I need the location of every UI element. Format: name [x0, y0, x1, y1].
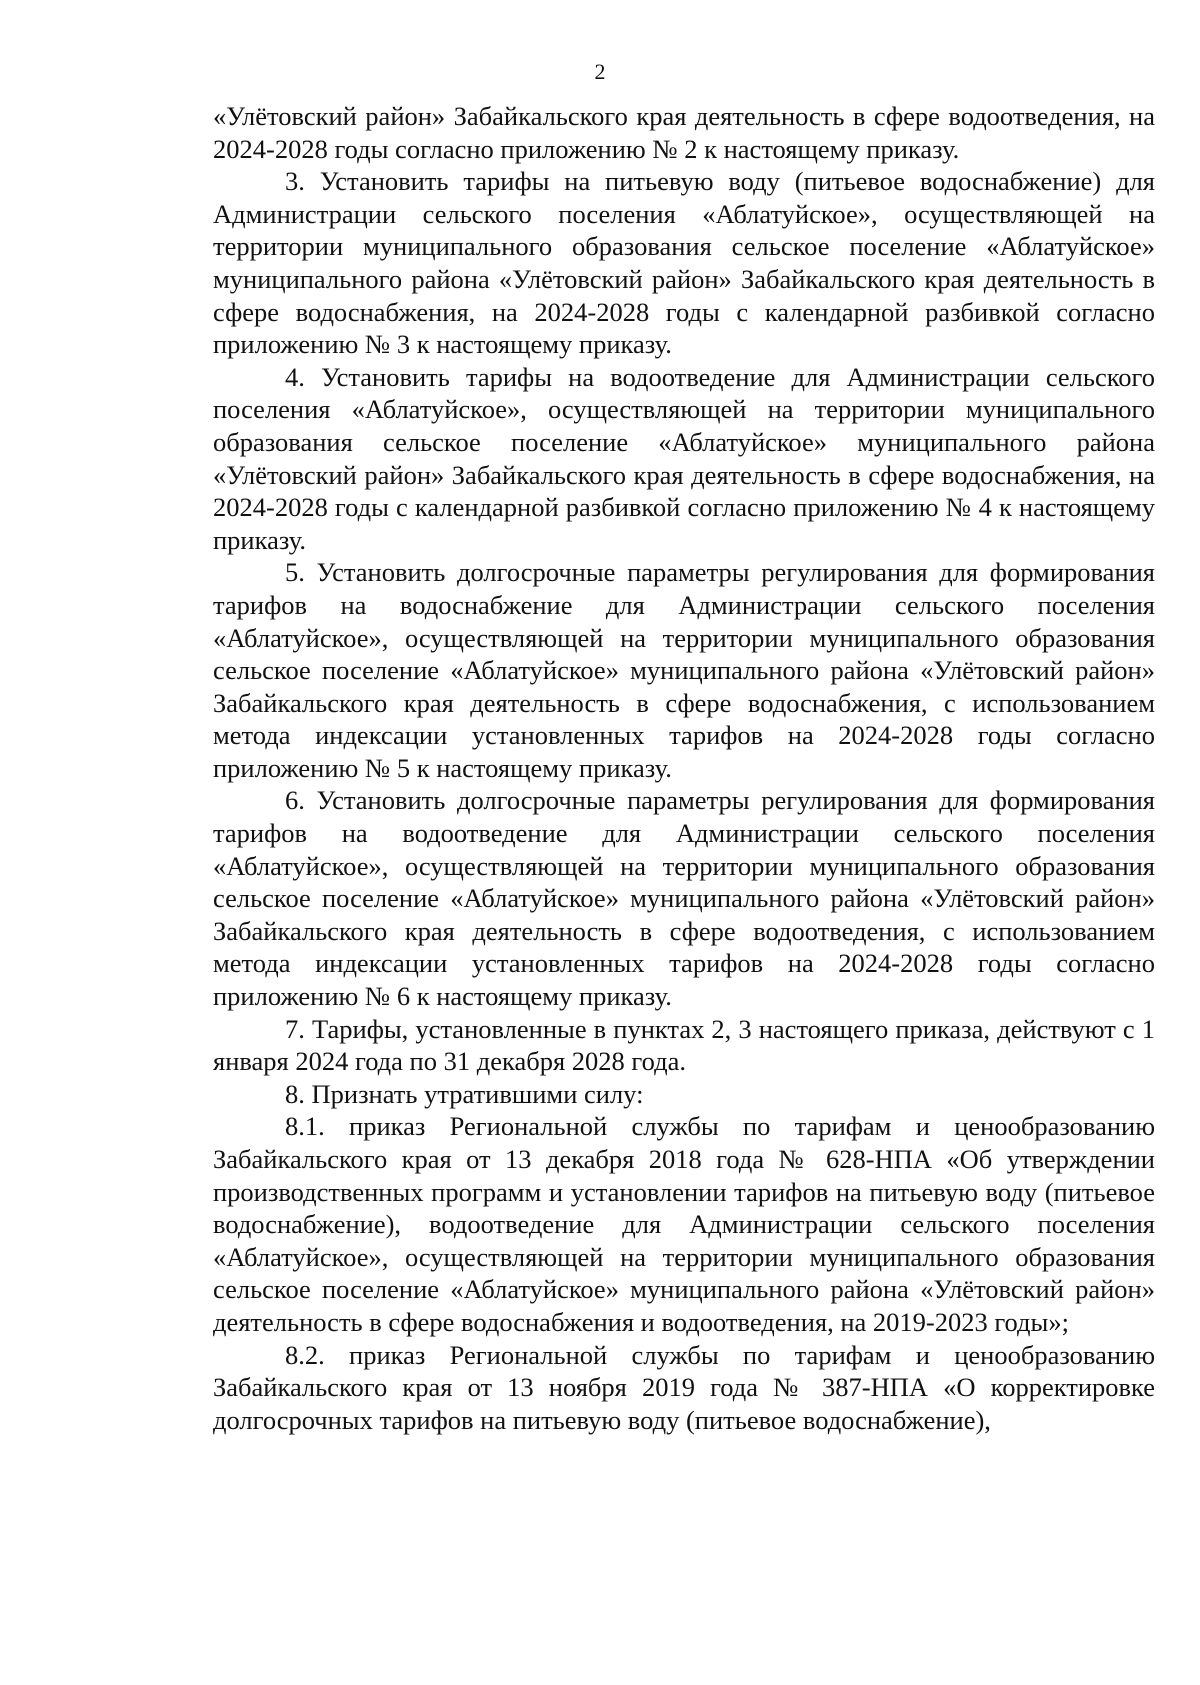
paragraph-item-8-2: 8.2. приказ Региональной службы по тарифам и ценообразованию Забайкальского края от 13 ноября 2019 года № 387-НПА «О корректировке долгосрочных тарифов на питьевую воду (питьевое водоснабжение),: [213, 1339, 1155, 1435]
paragraph-item-6: 6. Установить долгосрочные параметры регулирования для формирования тарифов на водоотведение для Администрации сельского поселения «Аблатуйское», осуществляющей на территории муниципального образования сельское поселение «Аблатуйское» муниципального района «Улётовский район» Забайкальского края деятельность в сфере водоотведения, с использованием метода индексации установленных тарифов на 2024-2028 годы согласно приложению № 6 к настоящему приказу.: [213, 785, 1155, 1012]
paragraph-continuation: «Улётовский район» Забайкальского края деятельность в сфере водоотведения, на 2024-2028 годы согласно приложению № 2 к настоящему приказу.: [213, 101, 1155, 164]
paragraph-item-8: 8. Признать утратившими силу:: [285, 1078, 644, 1109]
page-number: 2: [594, 59, 606, 84]
document-body: [213, 100, 1155, 1436]
paragraph-item-3: 3. Установить тарифы на питьевую воду (питьевое водоснабжение) для Администрации сельского поселения «Аблатуйское», осуществляющей на территории муниципального образования сельское поселение «Аблатуйское» муниципального района «Улётовский район» Забайкальского края деятельность в сфере водоснабжения, на 2024-2028 годы с календарной разбивкой согласно приложению № 3 к настоящему приказу.: [213, 166, 1155, 360]
paragraph-item-4: 4. Установить тарифы на водоотведение для Администрации сельского поселения «Аблатуйское», осуществляющей на территории муниципального образования сельское поселение «Аблатуйское» муниципального района «Улётовский район» Забайкальского края деятельность в сфере водоснабжения, на 2024-2028 годы с календарной разбивкой согласно приложению № 4 к настоящему приказу.: [213, 361, 1155, 555]
paragraph-item-5: 5. Установить долгосрочные параметры регулирования для формирования тарифов на водоснабжение для Администрации сельского поселения «Аблатуйское», осуществляющей на территории муниципального образования сельское поселение «Аблатуйское» муниципального района «Улётовский район» Забайкальского края деятельность в сфере водоснабжения, с использованием метода индексации установленных тарифов на 2024-2028 годы согласно приложению № 5 к настоящему приказу.: [213, 557, 1155, 783]
paragraph-item-7: 7. Тарифы, установленные в пунктах 2, 3 настоящего приказа, действуют с 1 января 2024 года по 31 декабря 2028 года.: [213, 1013, 1155, 1077]
paragraph-item-8-1: 8.1. приказ Региональной службы по тарифам и ценообразованию Забайкальского края от 13 декабря 2018 года № 628-НПА «Об утверждении производственных программ и установлении тарифов на питьевую воду (питьевое водоснабжение), водоотведение для Администрации сельского поселения «Аблатуйское», осуществляющей на территории муниципального образования сельское поселение «Аблатуйское» муниципального района «Улётовский район» деятельность в сфере водоснабжения и водоотведения, на 2019-2023 годы»;: [213, 1111, 1155, 1337]
